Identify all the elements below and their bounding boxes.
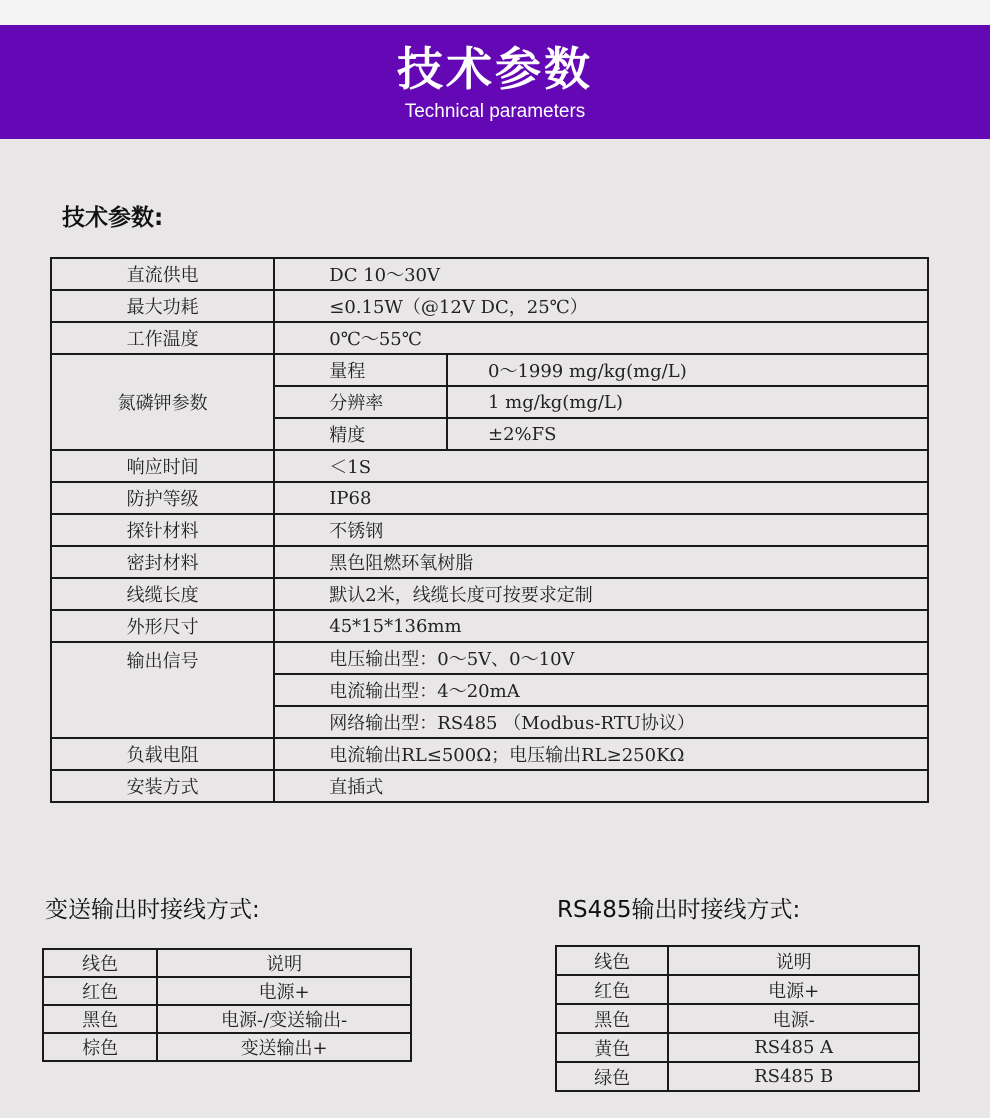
spec-value: 网络输出型：RS485 （Modbus-RTU协议）: [274, 706, 928, 738]
column-header: 说明: [157, 949, 411, 977]
table-row: [51, 642, 928, 674]
table-row: [51, 514, 928, 546]
spec-label: 最大功耗: [51, 290, 274, 322]
spec-table: [50, 257, 929, 803]
spec-label: 防护等级: [51, 482, 274, 514]
table-row: [43, 1005, 411, 1033]
spec-sub-key: 量程: [274, 354, 447, 386]
spec-value: 45*15*136mm: [274, 610, 928, 642]
wire-description: 电源+: [157, 977, 411, 1005]
spec-value: 0℃～55℃: [274, 322, 928, 354]
column-header: 线色: [43, 949, 157, 977]
spec-value: ≤0.15W（@12V DC，25℃）: [274, 290, 928, 322]
table-row: [51, 450, 928, 482]
wire-color: 棕色: [43, 1033, 157, 1061]
spec-sub-value: ±2%FS: [447, 418, 928, 450]
spec-heading: 技术参数:: [62, 205, 164, 231]
table-row: [556, 1033, 919, 1062]
spec-sub-value: 1 mg/kg(mg/L): [447, 386, 928, 418]
spec-label: 负载电阻: [51, 738, 274, 770]
spec-sub-value: 0～1999 mg/kg(mg/L): [447, 354, 928, 386]
wire-color: 红色: [43, 977, 157, 1005]
wire-description: 电源+: [668, 975, 919, 1004]
wire-color: 绿色: [556, 1062, 668, 1091]
table-row: [556, 975, 919, 1004]
spec-value: 默认2米，线缆长度可按要求定制: [274, 578, 928, 610]
wire-color: 黑色: [556, 1004, 668, 1033]
spec-label: 线缆长度: [51, 578, 274, 610]
spec-value: IP68: [274, 482, 928, 514]
table-row: [556, 1004, 919, 1033]
table-row: [43, 977, 411, 1005]
table-row: [51, 290, 928, 322]
table-row: [51, 770, 928, 802]
spec-label: 工作温度: [51, 322, 274, 354]
spec-value: 电压输出型：0～5V、0～10V: [274, 642, 928, 674]
table-row: [51, 482, 928, 514]
wire-description: RS485 A: [668, 1033, 919, 1062]
spec-value: 电流输出RL≤500Ω；电压输出RL≥250KΩ: [274, 738, 928, 770]
column-header: 说明: [668, 946, 919, 975]
table-header-row: [43, 949, 411, 977]
wire-description: 电源-/变送输出-: [157, 1005, 411, 1033]
spec-label: 直流供电: [51, 258, 274, 290]
spec-value: DC 10～30V: [274, 258, 928, 290]
spec-label: 外形尺寸: [51, 610, 274, 642]
spec-sub-key: 分辨率: [274, 386, 447, 418]
spec-value: 电流输出型：4～20mA: [274, 674, 928, 706]
spec-label: 输出信号: [51, 642, 274, 738]
table-row: [51, 578, 928, 610]
spec-label: 响应时间: [51, 450, 274, 482]
table-row: [43, 1033, 411, 1061]
spec-label: 密封材料: [51, 546, 274, 578]
spec-value: ＜1S: [274, 450, 928, 482]
spec-value: 直插式: [274, 770, 928, 802]
table-row: [51, 738, 928, 770]
wire-description: RS485 B: [668, 1062, 919, 1091]
table-row: [51, 258, 928, 290]
table-row: [51, 610, 928, 642]
wire-color: 红色: [556, 975, 668, 1004]
wire-description: 电源-: [668, 1004, 919, 1033]
table-row: [51, 354, 928, 386]
spec-sub-key: 精度: [274, 418, 447, 450]
table-row: [556, 1062, 919, 1091]
column-header: 线色: [556, 946, 668, 975]
spec-value: 黑色阻燃环氧树脂: [274, 546, 928, 578]
wire-color: 黄色: [556, 1033, 668, 1062]
spec-label: 安装方式: [51, 770, 274, 802]
wire-color: 黑色: [43, 1005, 157, 1033]
analog-wiring-heading: 变送输出时接线方式:: [45, 897, 260, 923]
rs485-wiring-heading: RS485输出时接线方式:: [557, 897, 801, 923]
table-header-row: [556, 946, 919, 975]
table-row: [51, 322, 928, 354]
spec-label: 探针材料: [51, 514, 274, 546]
top-strip: [0, 0, 990, 25]
banner-title: 技术参数: [397, 42, 593, 96]
header-banner: [0, 25, 990, 139]
analog-wiring-table: [42, 948, 412, 1062]
spec-value: 不锈钢: [274, 514, 928, 546]
table-row: [51, 546, 928, 578]
rs485-wiring-table: [555, 945, 920, 1092]
spec-label: 氮磷钾参数: [51, 354, 274, 450]
wire-description: 变送输出+: [157, 1033, 411, 1061]
banner-subtitle: Technical parameters: [404, 101, 586, 122]
